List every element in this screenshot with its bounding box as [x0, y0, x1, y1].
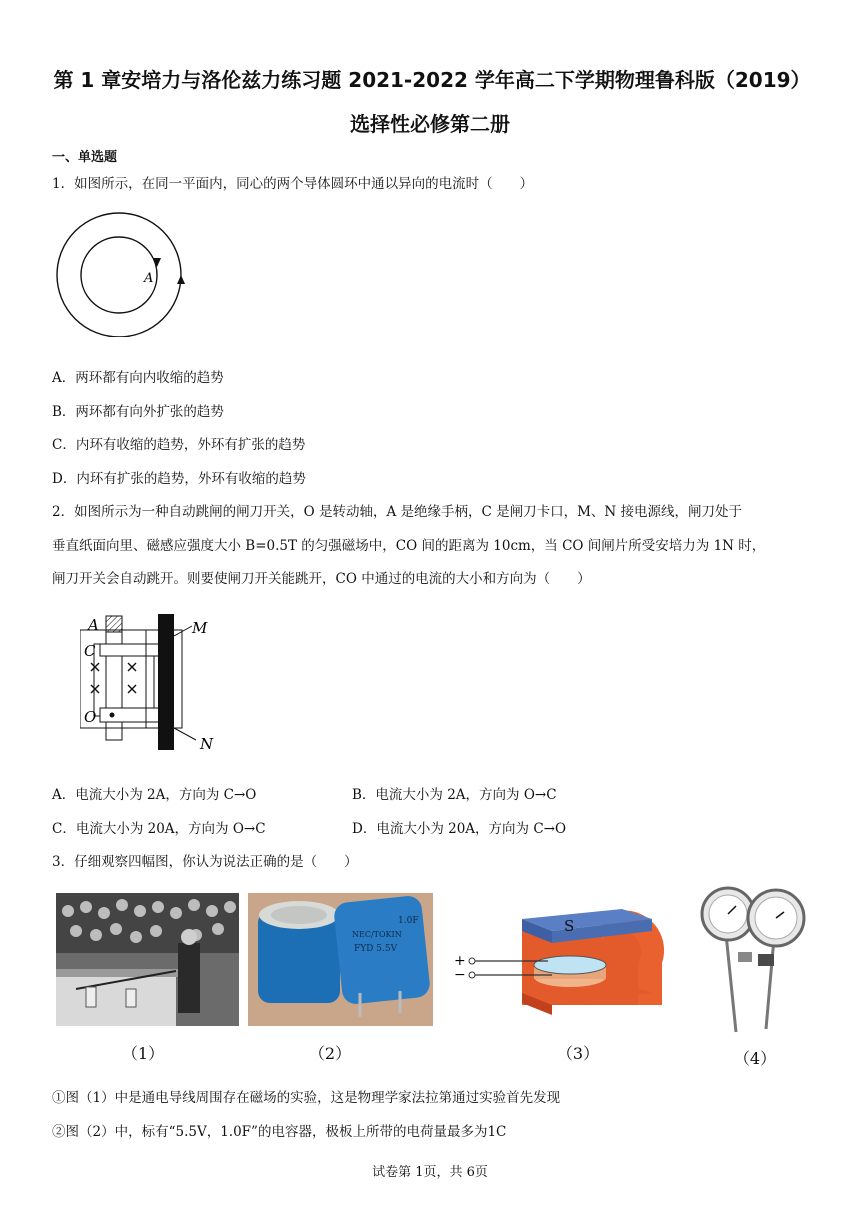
cap-label-1: 1.0F — [398, 916, 419, 926]
pivot-o — [100, 708, 162, 722]
outer-ring — [57, 213, 181, 337]
magnet-pole-s: S — [564, 917, 575, 935]
q3-stem: 3．仔细观察四幅图，你认为说法正确的是（ ） — [52, 854, 358, 870]
q2-knife-switch-figure — [80, 608, 230, 756]
q1-option-c: C．内环有收缩的趋势，外环有扩张的趋势 — [52, 437, 306, 453]
q3-caption-4: （4） — [733, 1049, 777, 1068]
section-heading: 一、单选题 — [52, 150, 118, 165]
q2-option-b: B．电流大小为 2A，方向为 O→C — [352, 787, 557, 803]
pivot-dot-icon — [110, 713, 115, 718]
q2-option-d: D．电流大小为 20A，方向为 C→O — [352, 821, 567, 837]
q1-option-a: A．两环都有向内收缩的趋势 — [52, 370, 224, 386]
plus-sign: + — [454, 953, 466, 969]
q1-stem: 1．如图所示，在同一平面内，同心的两个导体圆环中通以异向的电流时（ ） — [52, 176, 534, 192]
q3-caption-1: （1） — [121, 1044, 165, 1063]
field-cross-icons — [91, 663, 136, 693]
page-footer: 试卷第 1页，共 6页 — [372, 1165, 488, 1180]
label-c: C — [84, 642, 96, 660]
q3-statement-1: ①图（1）中是通电导线周围存在磁场的实验，这是物理学家法拉第通过实验首先发现 — [52, 1090, 561, 1106]
q2-option-a: A．电流大小为 2A，方向为 C→O — [52, 787, 257, 803]
q3-statement-2: ②图（2）中，标有“5.5V，1.0F”的电容器，极板上所带的电荷量最多为1C — [52, 1124, 507, 1140]
q1-concentric-rings-figure — [52, 212, 197, 337]
cap-label-3: FYD 5.5V — [354, 944, 398, 954]
label-o: O — [84, 708, 97, 726]
q3-image-2-capacitors — [248, 893, 433, 1026]
q3-image-3-magnet-setup — [452, 893, 672, 1026]
label-n: N — [200, 735, 214, 753]
page-title-line-2: 选择性必修第二册 — [350, 112, 510, 136]
q3-image-4-thermometers — [692, 884, 812, 1034]
label-m: M — [192, 619, 208, 637]
cap-label-2: NEC/TOKIN — [352, 930, 402, 939]
q1-figure-label-a: A — [144, 271, 154, 286]
q1-option-b: B．两环都有向外扩张的趋势 — [52, 404, 224, 420]
q2-option-c: C．电流大小为 20A，方向为 O→C — [52, 821, 266, 837]
q3-caption-2: （2） — [308, 1044, 352, 1063]
q3-caption-3: （3） — [556, 1044, 600, 1063]
label-a: A — [88, 616, 99, 634]
busbar — [158, 614, 174, 750]
insulated-handle — [106, 616, 122, 632]
q2-stem-line-3: 闸刀开关会自动跳开。则要使闸刀开关能跳开，CO 中通过的电流的大小和方向为（ ） — [52, 571, 591, 587]
outer-ring-arrow-icon — [177, 275, 185, 284]
minus-sign: − — [454, 967, 466, 983]
q3-image-1-lecture-engraving — [56, 893, 239, 1026]
q2-stem-line-2: 垂直纸面向里、磁感应强度大小 B=0.5T 的匀强磁场中，CO 间的距离为 10cm，当 CO 间闸片所受安培力为 1N 时， — [52, 538, 766, 554]
q1-option-d: D．内环有扩张的趋势，外环有收缩的趋势 — [52, 471, 306, 487]
q2-stem-line-1: 2．如图所示为一种自动跳闸的闸刀开关，O 是转动轴，A 是绝缘手柄，C 是闸刀卡口，M、N 接电源线，闸刀处于 — [52, 504, 743, 520]
page-title-line-1: 第 1 章安培力与洛伦兹力练习题 2021-2022 学年高二下学期物理鲁科版（2019） — [53, 68, 811, 92]
clip-c — [100, 644, 162, 656]
